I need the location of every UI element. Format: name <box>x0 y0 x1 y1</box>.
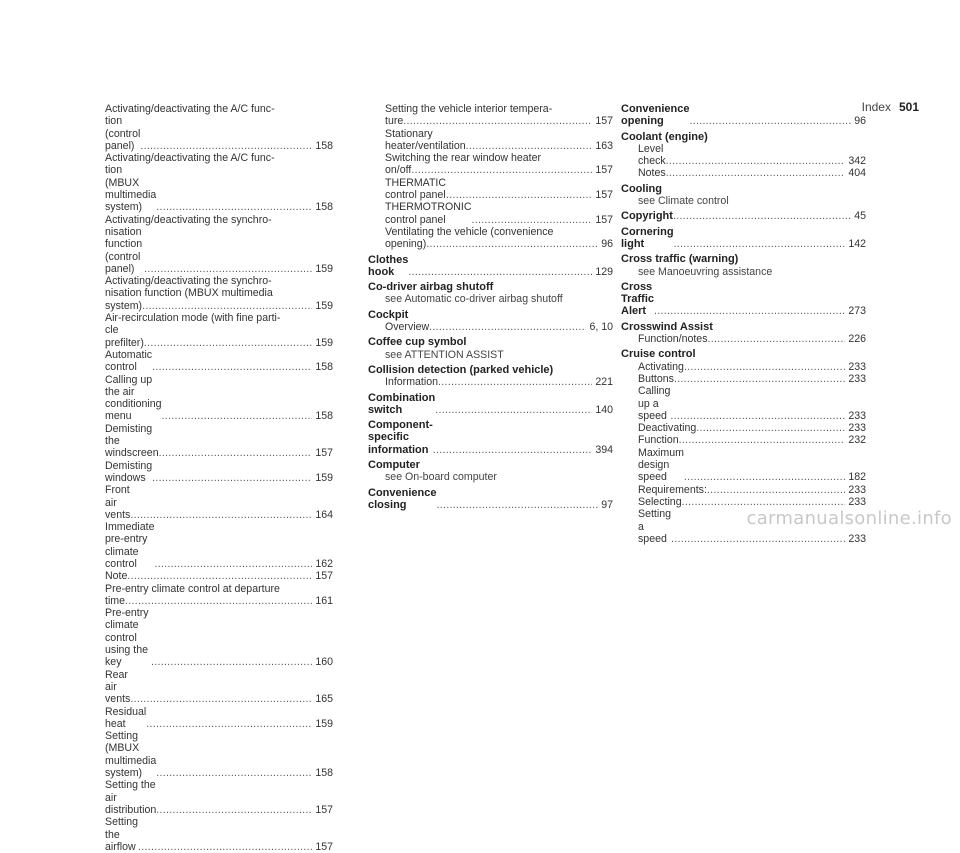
dot-leader <box>682 496 846 508</box>
entry-text-line: see On-board computer <box>385 471 497 484</box>
page-reference: 158 <box>315 767 333 780</box>
index-heading <box>368 254 613 279</box>
index-label: Index <box>861 100 891 114</box>
index-entry <box>88 374 333 423</box>
index-entry <box>621 434 866 446</box>
page-reference: 157 <box>595 189 613 202</box>
entry-text-line: Rear air vents <box>105 668 131 706</box>
page-reference: 226 <box>848 333 866 346</box>
dot-leader <box>673 210 851 222</box>
heading-text: Cornering light <box>621 225 674 250</box>
entry-text-line: see Climate control <box>638 195 729 208</box>
dot-leader <box>435 404 592 416</box>
page-reference: 159 <box>315 471 333 484</box>
entry-text-line: on/off <box>385 164 412 177</box>
entry-text-line: Ventilating the vehicle (convenience <box>385 225 554 238</box>
dot-leader <box>162 410 313 422</box>
heading-text: Cross Traffic Alert <box>621 280 655 318</box>
dot-leader <box>125 595 312 607</box>
index-entry <box>368 128 613 153</box>
index-entry <box>88 214 333 275</box>
entry-text-line: Switching the rear window heater <box>385 152 542 165</box>
index-entry <box>621 496 866 508</box>
page-reference: 233 <box>848 360 866 373</box>
page-reference: 157 <box>315 803 333 816</box>
page-reference: 159 <box>315 262 333 275</box>
index-entry <box>621 422 866 434</box>
entry-text-line: Pre-entry climate control at departure <box>105 582 280 595</box>
page-reference: 158 <box>315 410 333 423</box>
page-reference: 273 <box>848 305 866 318</box>
page-reference: 233 <box>848 409 866 422</box>
entry-text-line: Stationary heater/ventilation <box>385 127 466 152</box>
entry-text-line: Front air vents <box>105 484 131 521</box>
index-see-reference <box>368 293 613 305</box>
page-reference: 221 <box>595 376 613 389</box>
index-entry <box>88 484 333 521</box>
entry-text-line: Function <box>638 434 679 447</box>
index-see-reference <box>621 266 866 278</box>
index-entry <box>88 103 333 152</box>
page-reference: 97 <box>601 498 613 511</box>
entry-text-line: Activating <box>638 360 684 373</box>
dot-leader <box>156 201 312 213</box>
dot-leader <box>127 570 312 582</box>
entry-text-line: ture <box>385 115 404 128</box>
dot-leader <box>156 767 312 779</box>
entry-text-line: see Automatic co-driver airbag shutoff <box>385 293 563 306</box>
dot-leader <box>472 214 593 226</box>
entry-text-line: Requirements: <box>638 483 707 496</box>
dot-leader <box>146 718 312 730</box>
index-entry <box>621 143 866 168</box>
heading-text: Collision detection (parked vehicle) <box>368 363 554 376</box>
index-entry <box>88 275 333 312</box>
dot-leader <box>403 115 592 127</box>
dot-leader <box>684 361 845 373</box>
index-entry <box>88 816 333 853</box>
index-entry <box>621 373 866 385</box>
index-entry <box>88 706 333 731</box>
heading-text: Coffee cup symbol <box>368 336 467 349</box>
page-number: 501 <box>898 100 919 114</box>
dot-leader <box>152 361 312 373</box>
entry-text-line: see Manoeuvring assistance <box>638 265 773 278</box>
page-reference: 394 <box>595 443 613 456</box>
page-reference: 162 <box>315 557 333 570</box>
page-reference: 233 <box>848 422 866 435</box>
entry-text-line: cle prefilter) <box>105 324 144 349</box>
entry-text-line: Setting a speed <box>638 508 671 545</box>
page-header <box>862 100 919 114</box>
index-entry <box>621 167 866 179</box>
page-reference: 157 <box>595 164 613 177</box>
index-entry <box>88 423 333 460</box>
entry-text-line: opening) <box>385 238 427 251</box>
index-heading <box>368 419 613 456</box>
index-heading <box>368 364 613 376</box>
entry-text-line: Immediate pre-entry climate control <box>105 521 155 570</box>
index-entry <box>88 583 333 608</box>
dot-leader <box>708 333 846 345</box>
entry-text-line: Activating/deactivating the A/C func- <box>105 103 275 115</box>
index-entry <box>88 312 333 349</box>
index-entry <box>368 226 613 251</box>
page-reference: 233 <box>848 532 866 545</box>
dot-leader <box>670 410 845 422</box>
index-entry <box>88 607 333 668</box>
index-heading <box>621 131 866 143</box>
entry-text-line: Selecting <box>638 495 682 508</box>
page-reference: 96 <box>854 115 866 128</box>
dot-leader <box>429 321 586 333</box>
entry-text-line: Demisting windows <box>105 459 153 484</box>
index-entry <box>88 779 333 816</box>
index-entry <box>88 349 333 374</box>
dot-leader <box>154 558 312 570</box>
page-reference: 159 <box>315 717 333 730</box>
index-entry <box>368 376 613 388</box>
index-entry <box>368 177 613 202</box>
dot-leader <box>151 656 312 668</box>
page-reference: 159 <box>315 336 333 349</box>
entry-text-line: Level check <box>638 142 666 168</box>
entry-text-line: Overview <box>385 321 430 334</box>
dot-leader <box>696 422 845 434</box>
entry-text-line: Notes <box>638 167 666 180</box>
entry-text-line: Activating/deactivating the synchro- <box>105 213 272 226</box>
index-heading <box>368 309 613 321</box>
page-reference: 164 <box>315 508 333 521</box>
page-reference: 182 <box>848 471 866 484</box>
page-reference: 158 <box>315 361 333 374</box>
index-heading <box>368 281 613 293</box>
index-entry <box>88 152 333 213</box>
dot-leader <box>426 238 598 250</box>
heading-text: Copyright <box>621 210 673 223</box>
dot-leader <box>679 434 846 446</box>
entry-text-line: Information <box>385 376 438 389</box>
index-heading <box>621 281 866 318</box>
dot-leader <box>671 533 845 545</box>
index-entry <box>368 201 613 226</box>
heading-text: Combination switch <box>368 391 436 416</box>
watermark: carmanualsonline.info <box>746 508 952 529</box>
dot-leader <box>144 263 312 275</box>
page-reference: 233 <box>848 483 866 496</box>
dot-leader <box>689 115 851 127</box>
index-entry <box>621 333 866 345</box>
entry-text-line: Function/notes <box>638 333 708 346</box>
heading-text: Component-specific information <box>368 419 433 456</box>
dot-leader <box>654 305 845 317</box>
entry-text-line: Buttons <box>638 372 674 385</box>
index-entry <box>621 484 866 496</box>
entry-text-line: nisation function (MBUX multimedia <box>105 287 273 300</box>
index-heading <box>368 459 613 471</box>
dot-leader <box>159 447 313 459</box>
entry-text-line: Activating/deactivating the A/C func- <box>105 152 275 165</box>
index-heading <box>368 336 613 348</box>
index-heading <box>621 226 866 251</box>
dot-leader <box>446 189 592 201</box>
page-reference: 142 <box>848 237 866 250</box>
dot-leader <box>674 373 845 385</box>
dot-leader <box>466 140 593 152</box>
page-reference: 157 <box>315 447 333 460</box>
index-entry <box>368 103 613 128</box>
page-reference: 140 <box>595 403 613 416</box>
dot-leader <box>411 164 592 176</box>
entry-text-line: THERMOTRONIC control panel <box>385 201 472 226</box>
entry-text-line: system) <box>105 299 143 312</box>
page-reference: 232 <box>848 434 866 447</box>
index-heading <box>368 392 613 417</box>
dot-leader <box>666 167 846 179</box>
entry-text-line: see ATTENTION ASSIST <box>385 348 504 361</box>
entry-text-line: Setting the vehicle interior tempera- <box>385 103 553 115</box>
index-entry <box>88 570 333 582</box>
page-reference: 404 <box>848 167 866 180</box>
dot-leader <box>684 471 845 483</box>
page-reference: 157 <box>595 213 613 226</box>
entry-text-line: Automatic control <box>105 348 153 374</box>
entry-text-line: Activating/deactivating the synchro- <box>105 275 272 288</box>
index-column-3 <box>621 103 866 545</box>
entry-text-line: time <box>105 594 126 607</box>
dot-leader <box>707 484 845 496</box>
index-see-reference <box>368 471 613 483</box>
entry-text-line: Maximum design speed <box>638 446 684 484</box>
dot-leader <box>436 499 598 511</box>
entry-text-line: Demisting the windscreen <box>105 422 159 460</box>
entry-text-line: Pre-entry climate control using the key <box>105 607 149 669</box>
page-reference: 233 <box>848 495 866 508</box>
index-column-1 <box>88 103 333 853</box>
entry-text-line: Setting the airflow <box>105 816 138 853</box>
entry-text-line: THERMATIC control panel <box>385 176 447 202</box>
dot-leader <box>666 155 846 167</box>
entry-text-line: Setting the air distribution <box>105 779 157 816</box>
dot-leader <box>438 376 592 388</box>
dot-leader <box>156 804 312 816</box>
dot-leader <box>130 693 312 705</box>
index-heading <box>621 321 866 333</box>
index-heading <box>368 487 613 512</box>
entry-text-line: Setting (MBUX multimedia system) <box>105 730 157 780</box>
page-reference: 157 <box>595 115 613 128</box>
index-entry <box>621 361 866 373</box>
index-entry <box>88 460 333 485</box>
entry-text-line: Calling up a speed <box>638 385 671 422</box>
index-heading <box>621 253 866 265</box>
page-reference: 129 <box>595 265 613 278</box>
entry-text-line: Air-recirculation mode (with fine parti- <box>105 312 281 325</box>
page-reference: 157 <box>315 570 333 583</box>
dot-leader <box>142 300 312 312</box>
heading-text: Convenience opening <box>621 103 690 128</box>
index-heading <box>621 348 866 360</box>
heading-text: Computer <box>368 459 420 472</box>
dot-leader <box>144 337 312 349</box>
index-entry <box>621 447 866 484</box>
index-column-2 <box>368 103 613 511</box>
heading-text: Crosswind Assist <box>621 320 713 333</box>
entry-text-line: Note <box>105 570 128 583</box>
heading-text: Co-driver airbag shutoff <box>368 281 494 294</box>
dot-leader <box>130 509 312 521</box>
heading-text: Cooling <box>621 182 662 195</box>
page-reference: 158 <box>315 201 333 214</box>
index-entry <box>88 730 333 779</box>
dot-leader <box>408 266 592 278</box>
page-reference: 159 <box>315 299 333 312</box>
index-entry <box>368 152 613 177</box>
dot-leader <box>433 444 593 456</box>
heading-text: Cross traffic (warning) <box>621 253 739 266</box>
dot-leader <box>674 238 846 250</box>
dot-leader <box>140 140 312 152</box>
dot-leader <box>152 472 312 484</box>
page-reference: 158 <box>315 139 333 152</box>
index-entry <box>88 521 333 570</box>
page-reference: 157 <box>315 840 333 853</box>
heading-text: Cockpit <box>368 308 409 321</box>
page-reference: 233 <box>848 372 866 385</box>
entry-text-line: nisation function (control panel) <box>105 225 143 275</box>
page-reference: 163 <box>595 139 613 152</box>
index-entry <box>621 385 866 422</box>
page-reference: 96 <box>601 238 613 251</box>
index-heading <box>621 103 866 128</box>
page-reference: 45 <box>854 210 866 223</box>
entry-text-line: Deactivating <box>638 422 697 435</box>
dot-leader <box>138 841 312 853</box>
heading-text: Clothes hook <box>368 253 409 278</box>
entry-text-line: Residual heat <box>105 705 147 730</box>
entry-text-line: Calling up the air conditioning menu <box>105 373 162 423</box>
page-reference: 6, 10 <box>589 321 613 334</box>
heading-text: Cruise control <box>621 348 696 361</box>
page-reference: 165 <box>315 693 333 706</box>
page-reference: 342 <box>848 155 866 168</box>
entry-text-line: tion (control panel) <box>105 115 141 152</box>
page-reference: 161 <box>315 594 333 607</box>
entry-text-line: tion (MBUX multimedia system) <box>105 164 157 214</box>
heading-text: Coolant (engine) <box>621 130 708 143</box>
index-see-reference <box>368 349 613 361</box>
page-reference: 160 <box>315 656 333 669</box>
index-see-reference <box>621 195 866 207</box>
index-heading <box>621 183 866 195</box>
index-heading <box>621 210 866 222</box>
index-entry <box>368 321 613 333</box>
index-entry <box>88 669 333 706</box>
heading-text: Convenience closing <box>368 486 437 511</box>
